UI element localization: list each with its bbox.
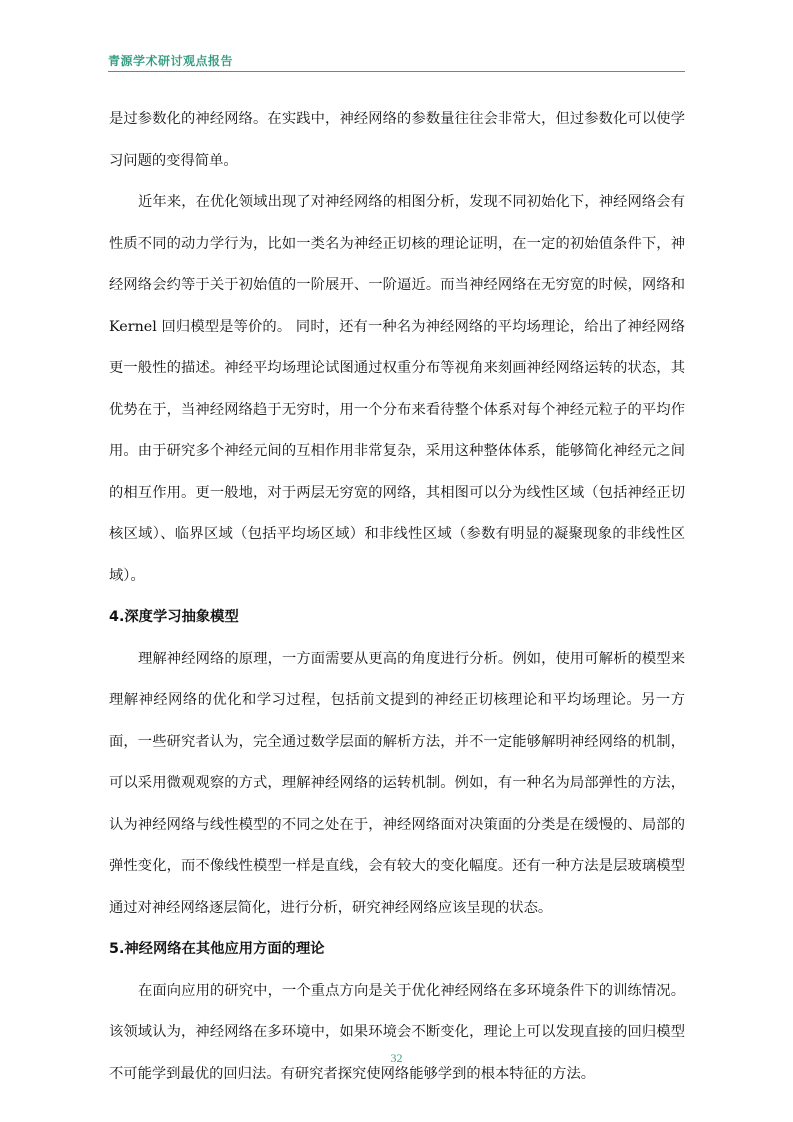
section-heading-5: 5.神经网络在其他应用方面的理论	[109, 941, 325, 957]
paragraph-phase-diagram: 近年来，在优化领域出现了对神经网络的相图分析，发现不同初始化下，神经网络会有性质不同的动力学行为，比如一类名为神经正切核的理论证明，在一定的初始值条件下，神经网络会约等于关于初始值的一阶展开、一阶逼近。而当神经网络在无穷宽的时候，网络和 Kernel 回归模型是等价的。 同时，还有一种名为神经网络的平均场理论，给出了神经网络更一般性的描述。神经平均场理论试图通过权重分布等视角来刻画神经网络运转的状态，其优势在于，当神经网络趋于无穷时，用一个分布来看待整个体系对每个神经元粒子的平均作用。由于研究多个神经元间的互相作用非常复杂，采用这种整体体系，能够简化神经元之间的相互作用。更一般地，对于两层无穷宽的网络，其相图可以分为线性区域（包括神经正切核区域）、临界区域（包括平均场区域）和非线性区域（参数有明显的凝聚现象的非线性区域）。	[109, 194, 685, 584]
paragraph-continuation: 是过参数化的神经网络。在实践中，神经网络的参数量往往会非常大，但过参数化可以使学习问题的变得简单。	[109, 111, 685, 169]
page-number: 32	[390, 1051, 403, 1065]
paragraph-applications: 在面向应用的研究中，一个重点方向是关于优化神经网络在多环境条件下的训练情况。该领域认为，神经网络在多环境中，如果环境会不断变化，理论上可以发现直接的回归模型不可能学到最优的回归法。有研究者探究使网络能够学到的根本特征的方法。	[109, 982, 685, 1082]
running-header-title: 青源学术研讨观点报告	[108, 54, 234, 68]
paragraph-abstract-model: 理解神经网络的原理，一方面需要从更高的角度进行分析。例如，使用可解析的模型来理解神经网络的优化和学习过程，包括前文提到的神经正切核理论和平均场理论。另一方面，一些研究者认为，完全通过数学层面的解析方法，并不一定能够解明神经网络的机制，可以采用微观观察的方式，理解神经网络的运转机制。例如，有一种名为局部弹性的方法，认为神经网络与线性模型的不同之处在于，神经网络面对决策面的分类是在缓慢的、局部的弹性变化，而不像线性模型一样是直线，会有较大的变化幅度。还有一种方法是层玻璃模型通过对神经网络逐层简化，进行分析，研究神经网络应该呈现的状态。	[109, 650, 685, 916]
header-divider	[108, 71, 685, 72]
page-body	[109, 99, 685, 1095]
section-heading-4: 4.深度学习抽象模型	[109, 609, 239, 625]
